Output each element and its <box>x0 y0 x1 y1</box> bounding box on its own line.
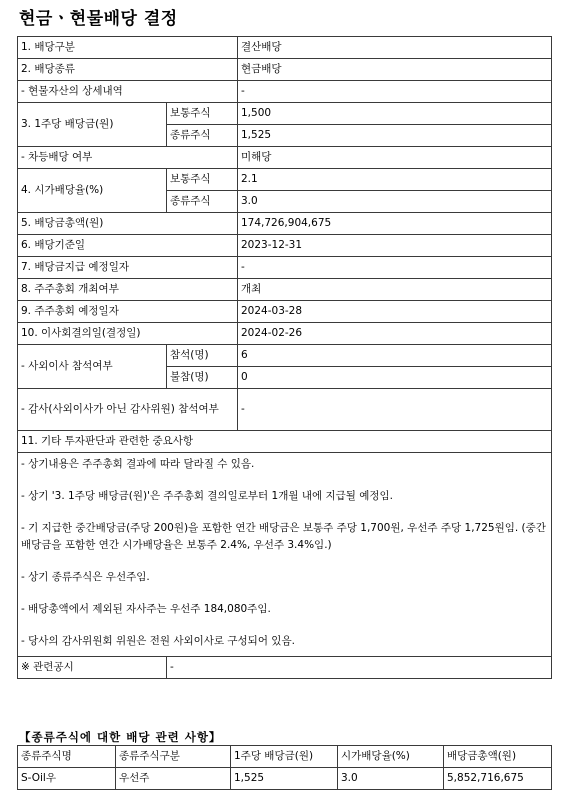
dps-common-label: 보통주식 <box>167 103 238 125</box>
table-row <box>18 768 552 790</box>
table-row <box>18 345 552 367</box>
payment-date-label: 7. 배당금지급 예정일자 <box>18 257 238 279</box>
table-row <box>18 323 552 345</box>
note-item: - 상기내용은 주주총회 결과에 따라 달라질 수 있음. <box>21 458 255 470</box>
other-matters-heading: 11. 기타 투자판단과 관련한 중요사항 <box>18 431 552 453</box>
present-label: 참석(명) <box>167 345 238 367</box>
related-disclosure-label: ※ 관련공시 <box>18 657 167 679</box>
record-date-value: 2023-12-31 <box>238 235 552 257</box>
note-item: - 배당총액에서 제외된 자사주는 우선주 184,080주임. <box>21 603 271 615</box>
related-disclosure-value: - <box>167 657 552 679</box>
note-item: - 상기 종류주식은 우선주임. <box>21 571 150 583</box>
dps-label: 3. 1주당 배당금(원) <box>18 103 167 147</box>
table-row <box>18 453 552 657</box>
total-dividend-value: 174,726,904,675 <box>238 213 552 235</box>
outside-directors-label: - 사외이사 참석여부 <box>18 345 167 389</box>
table-row <box>18 235 552 257</box>
table-row <box>18 169 552 191</box>
yield-label: 4. 시가배당율(%) <box>18 169 167 213</box>
table-row <box>18 59 552 81</box>
column-header: 배당금총액(원) <box>444 746 552 768</box>
yield-class-value: 3.0 <box>238 191 552 213</box>
payment-date-value: - <box>238 257 552 279</box>
note-item: - 기 지급한 중간배당금(주당 200원)을 포함한 연간 배당금은 보통주 주당 1,700원, 우선주 주당 1,725원임. (중간배당금을 포함한 연간 시가배당율은 보통주 2.4%, 우선주 3.4%임.) <box>21 522 546 551</box>
table-row <box>18 37 552 59</box>
table-row <box>18 301 552 323</box>
dps-class-value: 1,525 <box>238 125 552 147</box>
table-cell: 3.0 <box>338 768 444 790</box>
absent-label: 불참(명) <box>167 367 238 389</box>
column-header: 종류주식구분 <box>116 746 231 768</box>
record-date-label: 6. 배당기준일 <box>18 235 238 257</box>
yield-common-label: 보통주식 <box>167 169 238 191</box>
yield-class-label: 종류주식 <box>167 191 238 213</box>
dividend-decision-table <box>17 36 552 679</box>
dividend-type-label: 1. 배당구분 <box>18 37 238 59</box>
agm-held-value: 개최 <box>238 279 552 301</box>
agm-held-label: 8. 주주총회 개최여부 <box>18 279 238 301</box>
yield-common-value: 2.1 <box>238 169 552 191</box>
board-resolution-date-value: 2024-02-26 <box>238 323 552 345</box>
table-cell: 1,525 <box>231 768 338 790</box>
table-row <box>18 257 552 279</box>
auditor-attendance-label: - 감사(사외이사가 아닌 감사위원) 참석여부 <box>18 389 238 431</box>
column-header: 종류주식명 <box>18 746 116 768</box>
table-row <box>18 213 552 235</box>
differential-dividend-value: 미해당 <box>238 147 552 169</box>
auditor-attendance-value: - <box>238 389 552 431</box>
table-row <box>18 279 552 301</box>
table-header-row <box>18 746 552 768</box>
dividend-kind-label: 2. 배당종류 <box>18 59 238 81</box>
column-header: 시가배당율(%) <box>338 746 444 768</box>
table-cell: S-Oil우 <box>18 768 116 790</box>
differential-dividend-label: - 차등배당 여부 <box>18 147 238 169</box>
page-title: 현금ㆍ현물배당 결정 <box>19 9 178 29</box>
board-resolution-date-label: 10. 이사회결의일(결정일) <box>18 323 238 345</box>
note-item: - 상기 '3. 1주당 배당금(원)'은 주주총회 결의일로부터 1개월 내에 지급될 예정임. <box>21 490 393 502</box>
table-cell: 5,852,716,675 <box>444 768 552 790</box>
dps-class-label: 종류주식 <box>167 125 238 147</box>
total-dividend-label: 5. 배당금총액(원) <box>18 213 238 235</box>
preferred-dividend-subtitle: 【종류주식에 대한 배당 관련 사항】 <box>19 730 222 744</box>
table-row <box>18 103 552 125</box>
in-kind-detail-label: - 현물자산의 상세내역 <box>18 81 238 103</box>
agm-date-value: 2024-03-28 <box>238 301 552 323</box>
column-header: 1주당 배당금(원) <box>231 746 338 768</box>
table-cell: 우선주 <box>116 768 231 790</box>
table-row <box>18 431 552 453</box>
dividend-kind-value: 현금배당 <box>238 59 552 81</box>
table-row <box>18 389 552 431</box>
in-kind-detail-value: - <box>238 81 552 103</box>
dps-common-value: 1,500 <box>238 103 552 125</box>
table-row <box>18 657 552 679</box>
present-value: 6 <box>238 345 552 367</box>
table-row <box>18 81 552 103</box>
other-matters-notes <box>18 453 552 657</box>
agm-date-label: 9. 주주총회 예정일자 <box>18 301 238 323</box>
note-item: - 당사의 감사위원회 위원은 전원 사외이사로 구성되어 있음. <box>21 635 295 647</box>
preferred-dividend-table <box>17 745 552 790</box>
table-row <box>18 147 552 169</box>
dividend-type-value: 결산배당 <box>238 37 552 59</box>
absent-value: 0 <box>238 367 552 389</box>
